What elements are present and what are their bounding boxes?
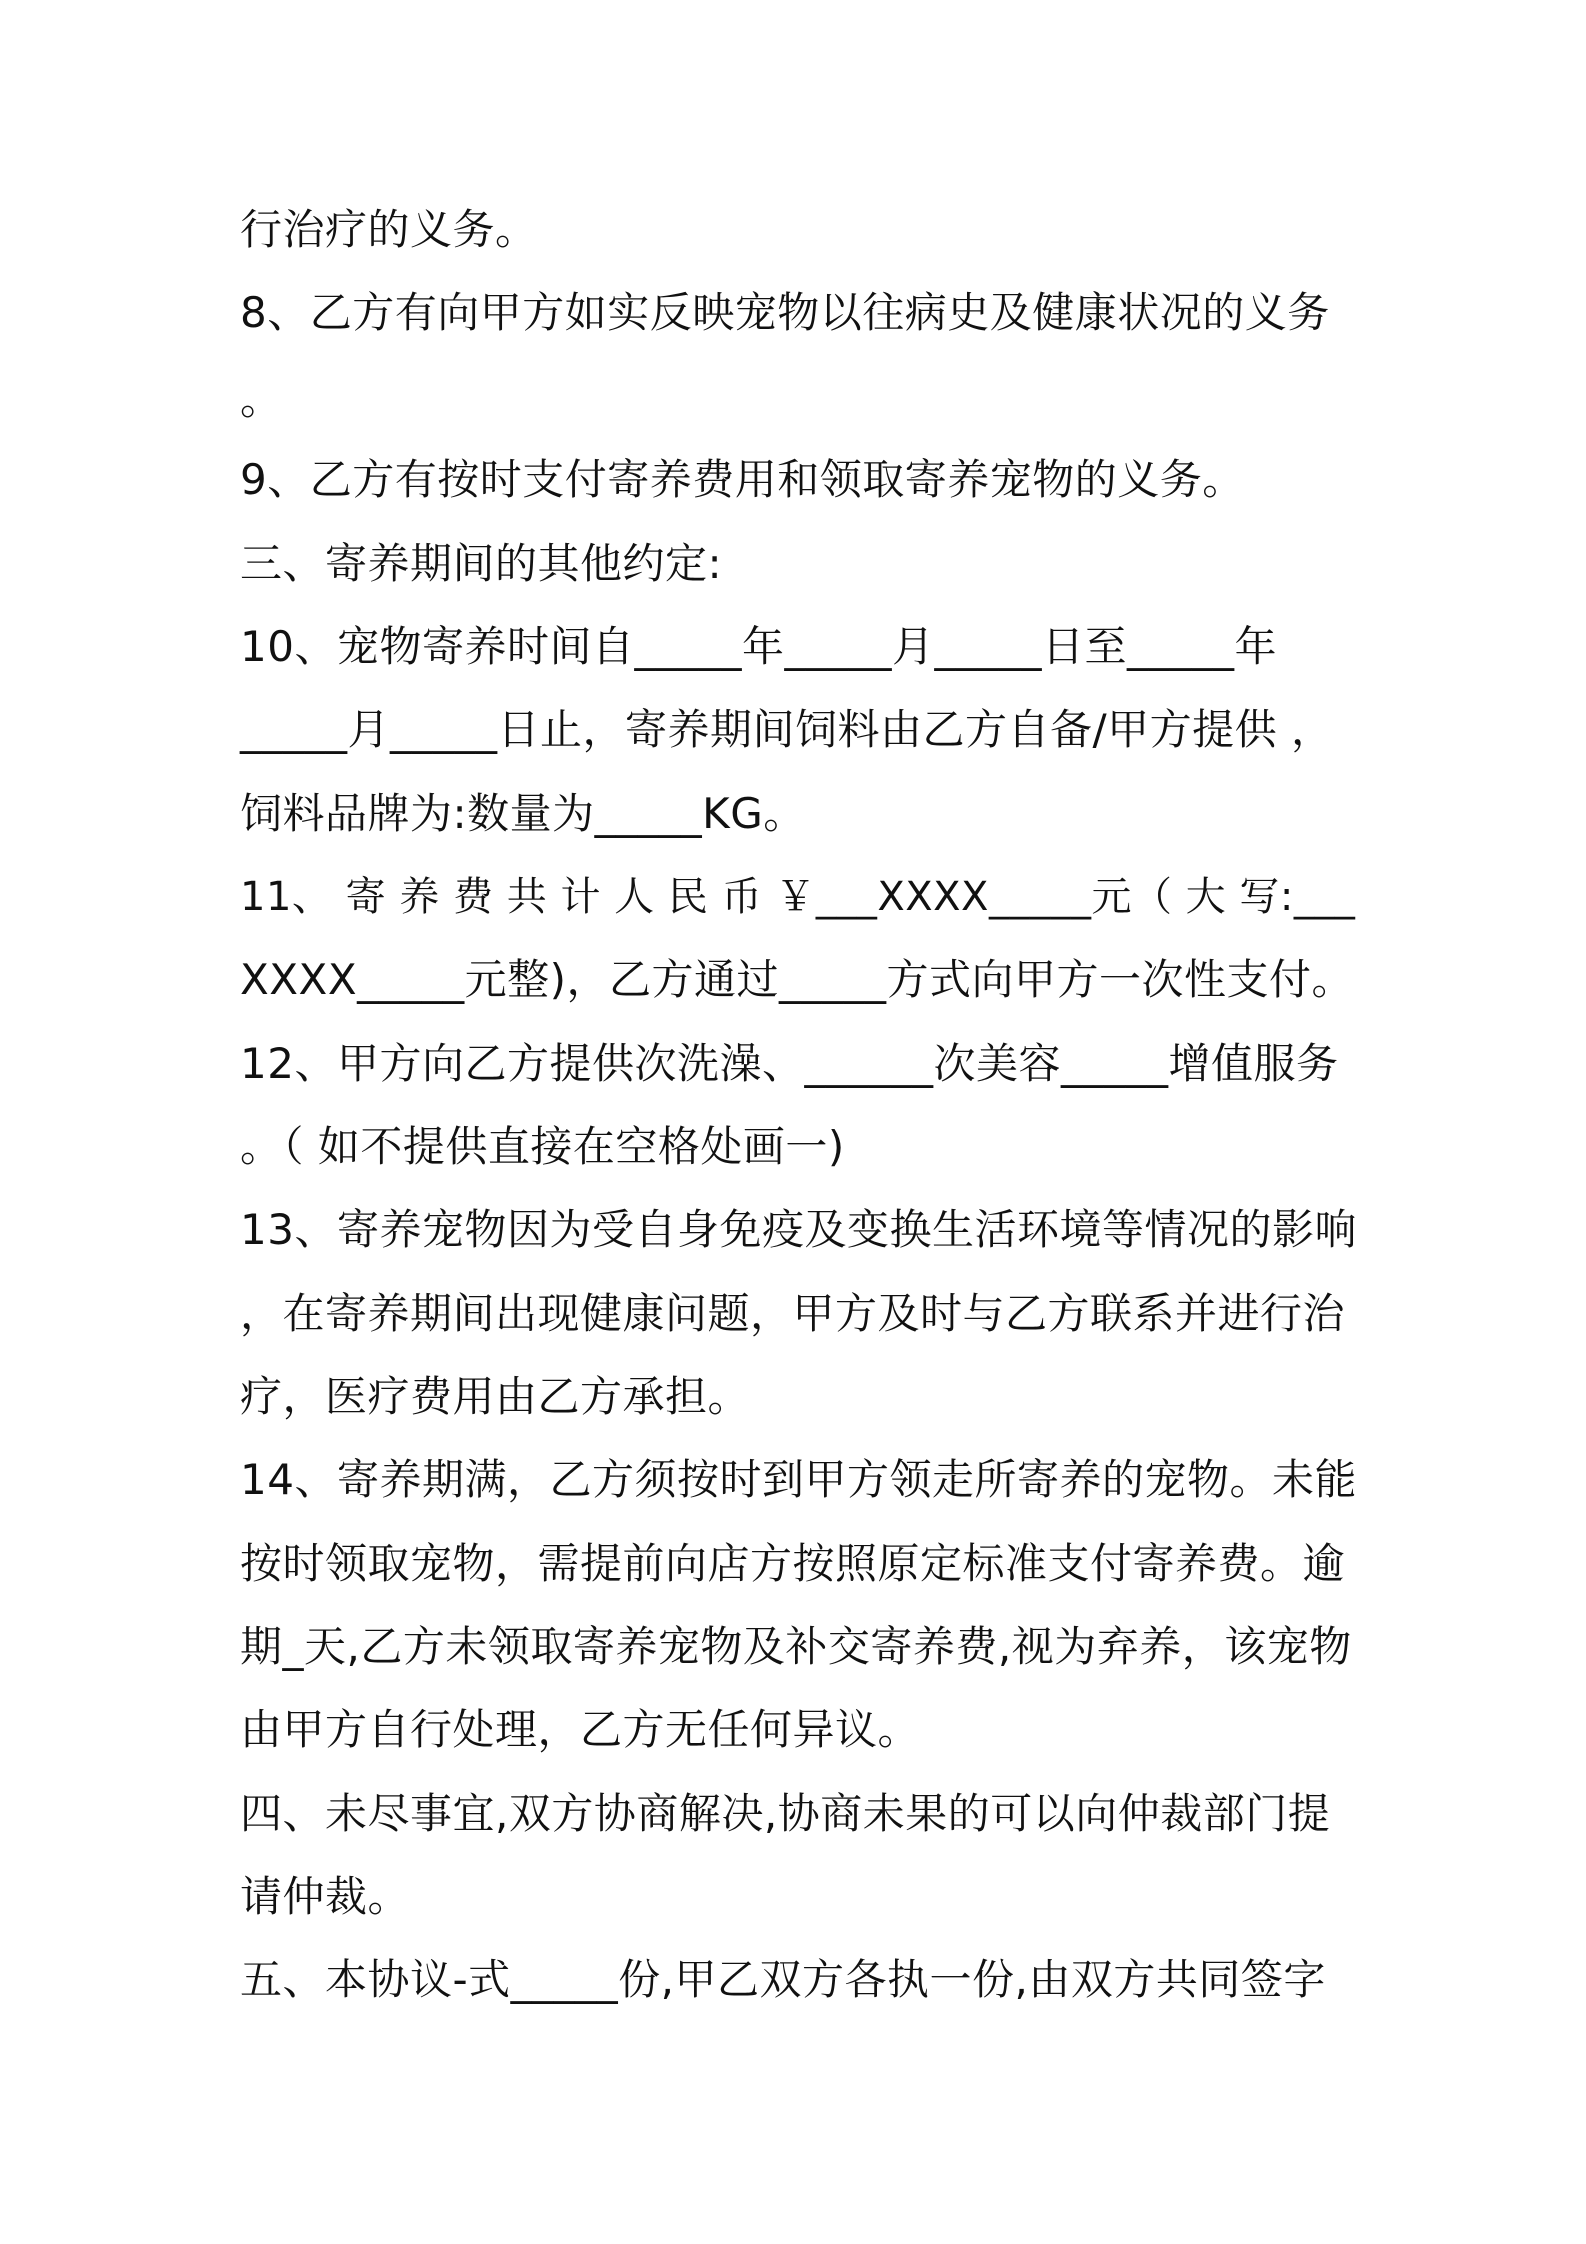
text-line: XXXX_____元整)，乙方通过_____方式向甲方一次性支付。 [240, 955, 1354, 1004]
text-line: 由甲方自行处理，乙方无任何异议。 [240, 1705, 921, 1754]
section-heading: 四、未尽事宜,双方协商解决,协商未果的可以向仲裁部门提 [240, 1789, 1331, 1838]
text-line: 请仲裁。 [240, 1872, 411, 1921]
section-heading: 五、本协议-式_____份,甲乙双方各执一份,由双方共同签字 [240, 1955, 1326, 2004]
text-line: 按时领取宠物，需提前向店方按照原定标准支付寄养费。逾 [240, 1539, 1346, 1588]
text-line: 10、宠物寄养时间自_____年_____月_____日至_____年 [240, 622, 1277, 671]
text-line: 。 [240, 375, 283, 424]
text-line: ，在寄养期间出现健康问题，甲方及时与乙方联系并进行治 [240, 1289, 1346, 1338]
text-line: 8、乙方有向甲方如实反映宠物以往病史及健康状况的义务 [240, 288, 1330, 337]
text-line: 11、 寄 养 费 共 计 人 民 币 ￥___XXXX_____元（ 大 写:___ [240, 874, 1356, 920]
text-line: 9、乙方有按时支付寄养费用和领取寄养宠物的义务。 [240, 455, 1245, 504]
text-line: _____月_____日止，寄养期间饲料由乙方自备/甲方提供 ， [240, 705, 1334, 754]
text-line: 行治疗的义务。 [240, 205, 538, 254]
text-line: 期_天,乙方未领取寄养宠物及补交寄养费,视为弃养，该宠物 [240, 1622, 1352, 1671]
text-line: 。（ 如不提供直接在空格处画一) [240, 1122, 845, 1171]
text-line: 疗，医疗费用由乙方承担。 [240, 1372, 751, 1421]
section-heading: 三、寄养期间的其他约定: [240, 539, 723, 588]
text-line: 饲料品牌为:数量为_____KG。 [240, 789, 806, 838]
text-line: 13、寄养宠物因为受自身免疫及变换生活环境等情况的影响 [240, 1205, 1357, 1254]
text-line: 14、寄养期满，乙方须按时到甲方领走所寄养的宠物。未能 [240, 1455, 1357, 1504]
text-line: 12、甲方向乙方提供次洗澡、______次美容_____增值服务 [240, 1039, 1339, 1088]
